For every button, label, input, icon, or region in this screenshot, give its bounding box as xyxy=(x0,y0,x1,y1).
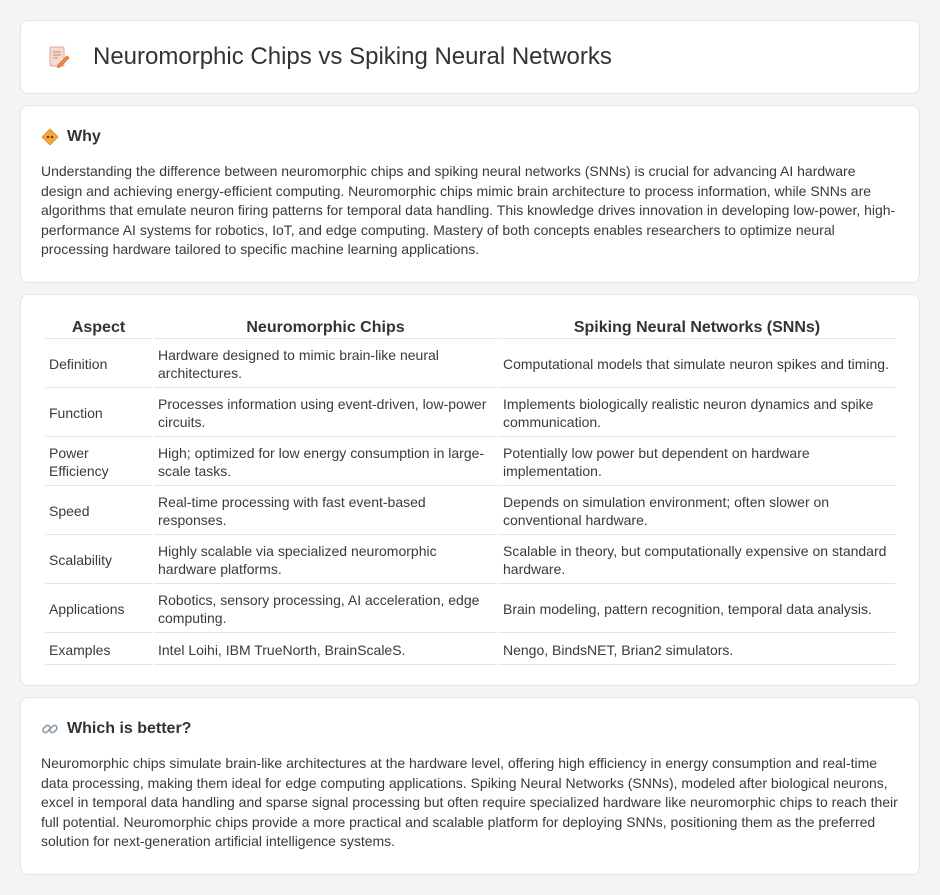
aspect-cell: Function xyxy=(45,390,152,437)
title-card xyxy=(20,20,920,94)
neuromorphic-cell: Robotics, sensory processing, AI acceleration, edge computing. xyxy=(154,586,497,633)
table-row xyxy=(45,439,895,486)
which-is-better-section xyxy=(20,697,920,875)
snn-cell: Implements biologically realistic neuron dynamics and spike communication. xyxy=(499,390,895,437)
snn-cell: Scalable in theory, but computationally expensive on standard hardware. xyxy=(499,537,895,584)
aspect-cell: Speed xyxy=(45,488,152,535)
snn-cell: Nengo, BindsNET, Brian2 simulators. xyxy=(499,635,895,665)
column-header-aspect: Aspect xyxy=(45,317,152,339)
page-title: Neuromorphic Chips vs Spiking Neural Networks xyxy=(93,43,612,70)
table-header-row xyxy=(45,317,895,339)
neuromorphic-cell: Highly scalable via specialized neuromorphic hardware platforms. xyxy=(154,537,497,584)
why-heading xyxy=(41,128,899,146)
column-header-snns: Spiking Neural Networks (SNNs) xyxy=(499,317,895,339)
neuromorphic-cell: Intel Loihi, IBM TrueNorth, BrainScaleS. xyxy=(154,635,497,665)
neuromorphic-cell: Real-time processing with fast event-based responses. xyxy=(154,488,497,535)
aspect-cell: Definition xyxy=(45,341,152,388)
snn-cell: Depends on simulation environment; often slower on conventional hardware. xyxy=(499,488,895,535)
neuromorphic-cell: High; optimized for low energy consumption in large-scale tasks. xyxy=(154,439,497,486)
better-text: Neuromorphic chips simulate brain-like architectures at the hardware level, offering high efficiency in energy consumption and real-time data processing, making them ideal for edge computing applications. Spiking Neural Networks (SNNs), modeled after biological neurons, excel in temporal data handling and sparse signal processing but often require specialized hardware like neuromorphic chips to reach their full potential. Neuromorphic chips provide a more practical and scalable platform for deploying SNNs, positioning them as the preferred solution for next-generation artificial intelligence systems. xyxy=(41,755,898,849)
link-icon xyxy=(41,720,59,738)
table-row xyxy=(45,537,895,584)
table-row xyxy=(45,341,895,388)
why-title: Why xyxy=(67,128,101,145)
neuromorphic-cell: Processes information using event-driven, low-power circuits. xyxy=(154,390,497,437)
table-row xyxy=(45,488,895,535)
snn-cell: Computational models that simulate neuron spikes and timing. xyxy=(499,341,895,388)
snn-cell: Potentially low power but dependent on hardware implementation. xyxy=(499,439,895,486)
snn-cell: Brain modeling, pattern recognition, temporal data analysis. xyxy=(499,586,895,633)
table-row xyxy=(45,586,895,633)
aspect-cell: Examples xyxy=(45,635,152,665)
why-section xyxy=(20,105,920,283)
aspect-cell: Power Efficiency xyxy=(45,439,152,486)
why-text: Understanding the difference between neuromorphic chips and spiking neural networks (SNNs) is crucial for advancing AI hardware design and achieving energy-efficient computing. Neuromorphic chips mimic brain architecture to process information, while SNNs are algorithms that emulate neuron firing patterns for temporal data handling. This knowledge drives innovation in developing low-power, high-performance AI systems for robotics, IoT, and edge computing. Mastery of both concepts enables researchers to optimize neural processing hardware tailored to specific machine learning applications. xyxy=(41,163,896,257)
column-header-neuromorphic-chips: Neuromorphic Chips xyxy=(154,317,497,339)
aspect-cell: Applications xyxy=(45,586,152,633)
neuromorphic-cell: Hardware designed to mimic brain-like neural architectures. xyxy=(154,341,497,388)
comparison-table xyxy=(43,315,897,667)
aspect-cell: Scalability xyxy=(45,537,152,584)
comparison-table-card xyxy=(20,294,920,686)
better-heading xyxy=(41,720,899,738)
better-title: Which is better? xyxy=(67,720,192,737)
table-row xyxy=(45,635,895,665)
table-row xyxy=(45,390,895,437)
diamond-icon xyxy=(41,128,59,146)
document-pencil-icon xyxy=(47,45,71,69)
